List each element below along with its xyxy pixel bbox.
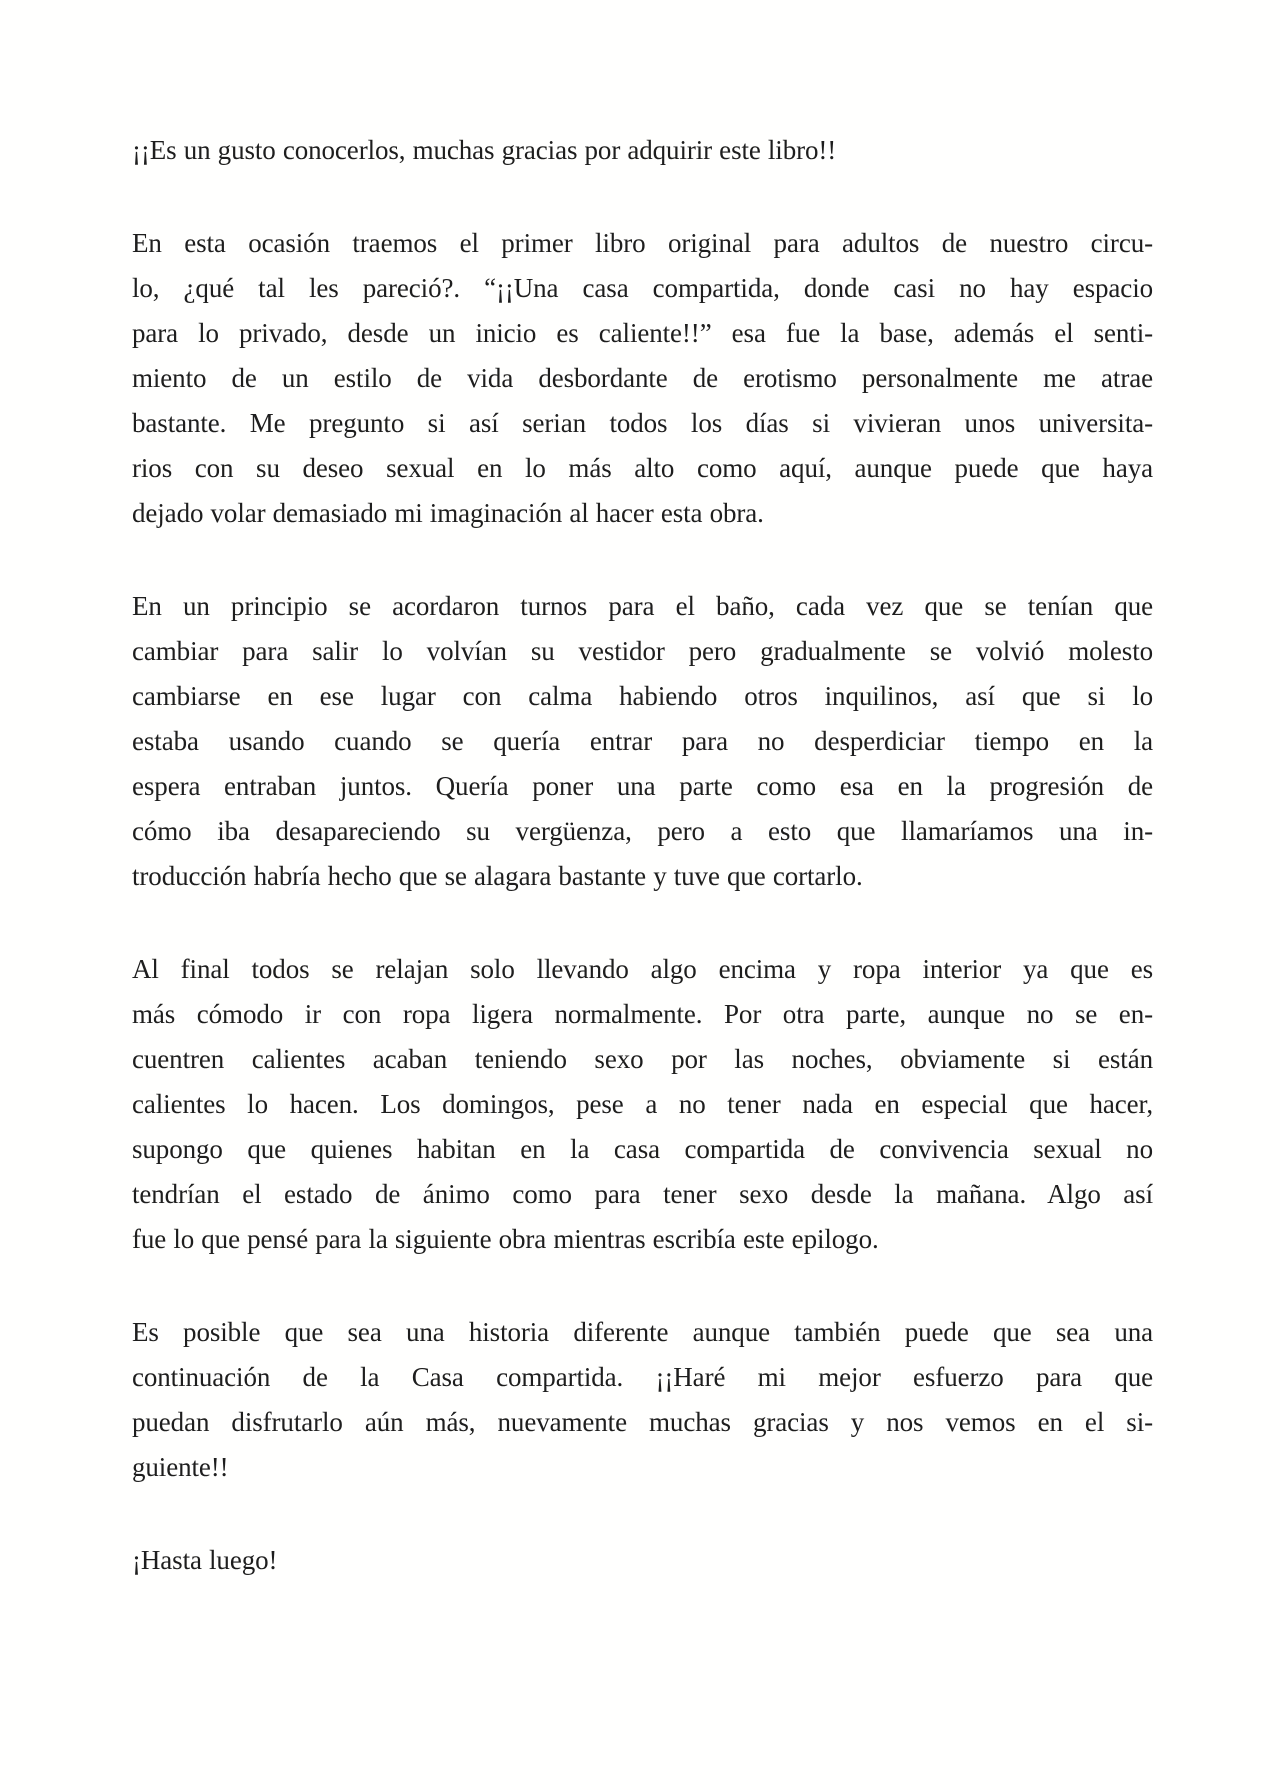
- text-line: guiente!!: [132, 1452, 229, 1482]
- text-line: dejado volar demasiado mi imaginación al hacer esta obra.: [132, 498, 764, 528]
- text-line: Es posible que sea una historia diferente aunque también puede que sea una: [132, 1317, 1153, 1347]
- text-line: espera entraban juntos. Quería poner una parte como esa en la progresión de: [132, 771, 1153, 801]
- text-line: cambiarse en ese lugar con calma habiendo otros inquilinos, así que si lo: [132, 681, 1153, 711]
- text-line: continuación de la Casa compartida. ¡¡Haré mi mejor esfuerzo para que: [132, 1362, 1153, 1392]
- text-line: En esta ocasión traemos el primer libro original para adultos de nuestro circu-: [132, 228, 1153, 258]
- text-line: ¡¡Es un gusto conocerlos, muchas gracias por adquirir este libro!!: [132, 135, 837, 165]
- paragraph: [132, 221, 1153, 536]
- text-line: bastante. Me pregunto si así serian todos los días si vivieran unos universita-: [132, 408, 1153, 438]
- text-line: tendrían el estado de ánimo como para tener sexo desde la mañana. Algo así: [132, 1179, 1153, 1209]
- text-line: miento de un estilo de vida desbordante de erotismo personalmente me atrae: [132, 363, 1153, 393]
- text-line: fue lo que pensé para la siguiente obra mientras escribía este epilogo.: [132, 1224, 879, 1254]
- text-line: puedan disfrutarlo aún más, nuevamente muchas gracias y nos vemos en el si-: [132, 1407, 1153, 1437]
- paragraph: [132, 1310, 1153, 1490]
- text-line: estaba usando cuando se quería entrar para no desperdiciar tiempo en la: [132, 726, 1153, 756]
- text-line: lo, ¿qué tal les pareció?. “¡¡Una casa compartida, donde casi no hay espacio: [132, 273, 1153, 303]
- text-line: rios con su deseo sexual en lo más alto como aquí, aunque puede que haya: [132, 453, 1153, 483]
- text-line: En un principio se acordaron turnos para el baño, cada vez que se tenían que: [132, 591, 1153, 621]
- paragraph: [132, 1538, 1153, 1583]
- text-line: troducción habría hecho que se alagara bastante y tuve que cortarlo.: [132, 861, 863, 891]
- text-line: para lo privado, desde un inicio es caliente!!” esa fue la base, además el senti-: [132, 318, 1153, 348]
- text-line: ¡Hasta luego!: [132, 1545, 278, 1575]
- text-line: supongo que quienes habitan en la casa compartida de convivencia sexual no: [132, 1134, 1153, 1164]
- text-line: Al final todos se relajan solo llevando algo encima y ropa interior ya que es: [132, 954, 1153, 984]
- text-line: cambiar para salir lo volvían su vestidor pero gradualmente se volvió molesto: [132, 636, 1153, 666]
- text-line: cuentren calientes acaban teniendo sexo por las noches, obviamente si están: [132, 1044, 1153, 1074]
- paragraph: [132, 584, 1153, 899]
- document-body: [132, 128, 1153, 1631]
- paragraph: [132, 128, 1153, 173]
- text-line: cómo iba desapareciendo su vergüenza, pero a esto que llamaríamos una in-: [132, 816, 1153, 846]
- paragraph: [132, 947, 1153, 1262]
- text-line: más cómodo ir con ropa ligera normalmente. Por otra parte, aunque no se en-: [132, 999, 1153, 1029]
- text-line: calientes lo hacen. Los domingos, pese a no tener nada en especial que hacer,: [132, 1089, 1153, 1119]
